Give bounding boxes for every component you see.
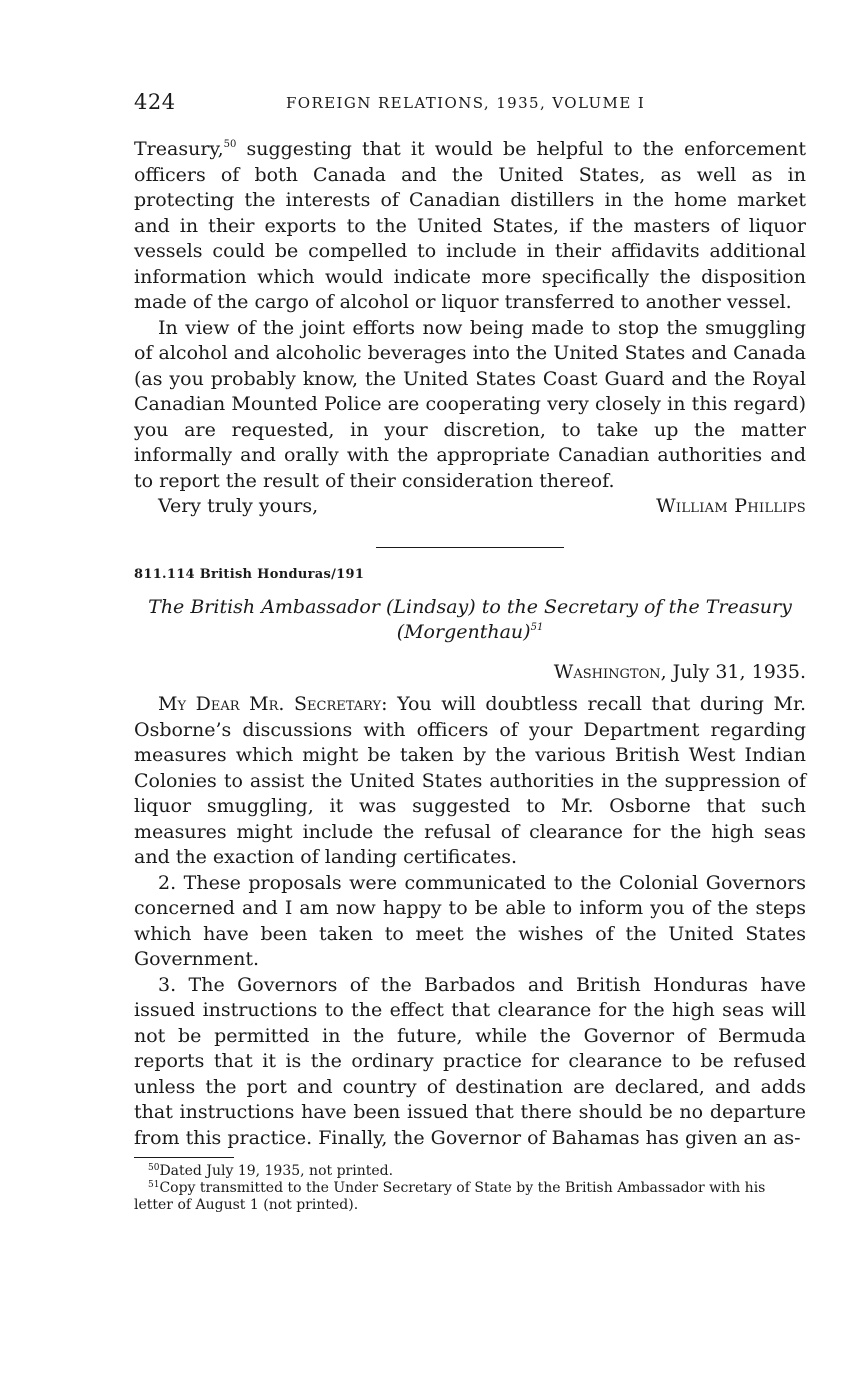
dateline-place: Washington	[553, 661, 661, 683]
footnote-ref-50: 50	[223, 139, 237, 150]
footnote-50-marker: 50	[148, 1163, 160, 1173]
salutation: My Dear Mr. Secretary	[158, 693, 382, 715]
continued-paragraph-rest: suggesting that it would be helpful to the enforcement officers of both Canada and the United States, as well as in protecting the interests of Canadian distillers in the home market and in their exports to the United States, if the masters of liquor vessels could be compelled to include in their affidavits additional information which would indicate more specifically the disposition made of the cargo of alcohol or liquor transferred to another vessel.	[134, 138, 806, 313]
page-header	[134, 90, 806, 120]
salutation-separator: :	[381, 693, 398, 715]
request-paragraph: In view of the joint efforts now being made to stop the smuggling of alcohol and alcoholic beverages into the United States and Canada (as you probably know, the United States Coast Guard and the Royal Canadian Mounted Police are cooperating very closely in this regard) you are requested, in your discretion, to take up the matter informally and orally with the appropriate Canadian authorities and to report the result of their consideration thereof.	[134, 316, 806, 492]
letter-paragraph-2: 2. These proposals were communicated to the Colonial Governors concerned and I am now happy to be able to inform you of the steps which have been taken to meet the wishes of the United States Government.	[134, 871, 806, 970]
letter-paragraph-1	[134, 692, 806, 871]
page-number: 424	[134, 90, 176, 114]
dateline-date: , July 31, 1935.	[660, 661, 806, 683]
footnote-ref-51: 51	[530, 622, 544, 633]
continued-paragraph-start: Treasury,	[134, 138, 224, 160]
footnote-rule	[134, 1157, 234, 1158]
letter-paragraph-3: 3. The Governors of the Barbados and British Honduras have issued instructions to the effect that clearance for the high seas will not be permitted in the future, while the Governor of Bermuda reports that it is the ordinary practice for clearance to be refused unless the port and country of destination are declared, and adds that instructions have been issued that there should be no departure from this practice. Finally, the Governor of Bahamas has given an as-	[134, 973, 806, 1149]
footnote-51-marker: 51	[148, 1180, 160, 1190]
footnote-50-text: Dated July 19, 1935, not printed.	[159, 1163, 394, 1179]
letter-paragraph-1-text: You will doubtless recall that during Mr. Osborne’s discussions with officers of your Department regarding measures which might be taken by the various British West Indian Colonies to assist the United States authorities in the suppression of liquor smuggling, it was suggested to Mr. Osborne that such measures might include the refusal of clearance for the high seas and the exaction of landing certificates.	[134, 693, 806, 868]
dateline	[134, 661, 806, 683]
file-number: 811.114 British Honduras/191	[134, 567, 365, 582]
letter-closing	[134, 494, 806, 520]
footnote-50	[134, 1163, 806, 1180]
section-divider	[376, 547, 564, 548]
footnote-51	[134, 1180, 806, 1214]
complimentary-close: Very truly yours,	[158, 495, 319, 517]
document-page	[134, 90, 806, 1214]
continued-paragraph	[134, 137, 806, 316]
signature: William Phillips	[656, 495, 806, 517]
document-title	[134, 595, 806, 645]
footnote-51-text: Copy transmitted to the Under Secretary of State by the British Ambassador with his letter of August 1 (not printed).	[134, 1180, 766, 1213]
running-head: FOREIGN RELATIONS, 1935, VOLUME I	[286, 94, 646, 112]
document-title-text: The British Ambassador (Lindsay) to the Secretary of the Treasury (Morgenthau)	[148, 596, 792, 643]
